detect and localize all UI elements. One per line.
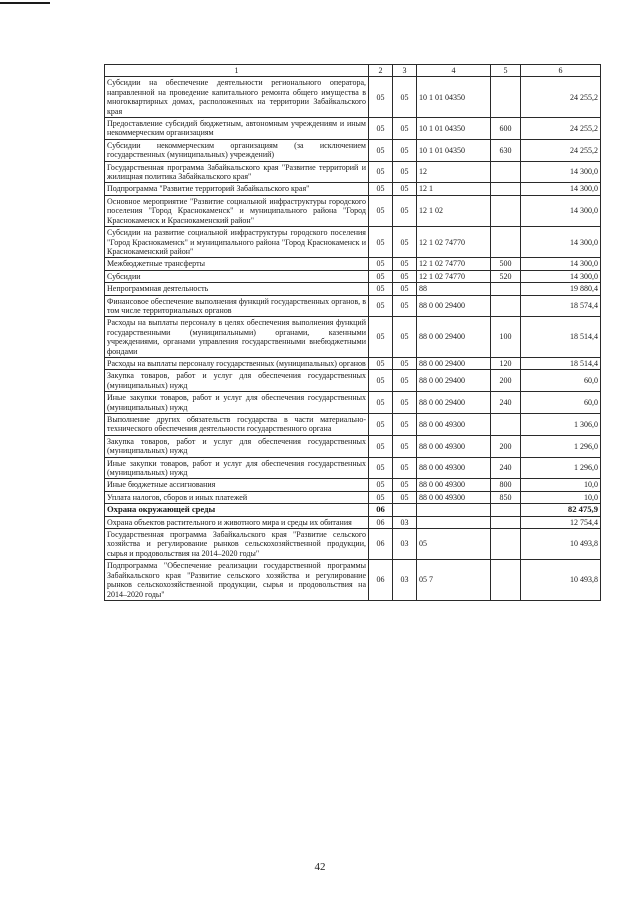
target-article-cell: 05 bbox=[417, 529, 491, 560]
section-code-cell: 06 bbox=[369, 516, 393, 528]
row-name-cell: Финансовое обеспечение выполнения функций государственных органов, в том числе территориальных органов bbox=[105, 295, 369, 317]
target-article-cell: 12 1 02 bbox=[417, 195, 491, 226]
amount-cell: 10 493,8 bbox=[521, 560, 601, 601]
target-article-cell: 10 1 01 04350 bbox=[417, 118, 491, 140]
section-code-cell: 05 bbox=[369, 183, 393, 195]
row-name-cell: Иные закупки товаров, работ и услуг для обеспечения государственных (муниципальных) нужд bbox=[105, 392, 369, 414]
expense-type-cell: 800 bbox=[491, 479, 521, 491]
subsection-code-cell: 05 bbox=[393, 357, 417, 369]
subsection-code-cell: 05 bbox=[393, 435, 417, 457]
target-article-cell: 88 0 00 49300 bbox=[417, 491, 491, 503]
expense-type-cell bbox=[491, 227, 521, 258]
target-article-cell: 12 bbox=[417, 161, 491, 183]
amount-cell: 18 514,4 bbox=[521, 357, 601, 369]
table-row bbox=[105, 227, 601, 258]
row-name-cell: Субсидии bbox=[105, 270, 369, 282]
target-article-cell: 12 1 02 74770 bbox=[417, 227, 491, 258]
amount-cell: 1 306,0 bbox=[521, 414, 601, 436]
section-code-cell: 05 bbox=[369, 227, 393, 258]
subsection-code-cell: 03 bbox=[393, 516, 417, 528]
target-article-cell: 88 0 00 29400 bbox=[417, 357, 491, 369]
subsection-code-cell: 05 bbox=[393, 283, 417, 295]
subsection-code-cell: 05 bbox=[393, 139, 417, 161]
row-name-cell: Непрограммная деятельность bbox=[105, 283, 369, 295]
section-code-cell: 05 bbox=[369, 317, 393, 358]
target-article-cell bbox=[417, 504, 491, 516]
target-article-cell: 88 0 00 29400 bbox=[417, 295, 491, 317]
target-article-cell: 88 0 00 49300 bbox=[417, 435, 491, 457]
expense-type-cell: 200 bbox=[491, 435, 521, 457]
subsection-code-cell: 05 bbox=[393, 270, 417, 282]
amount-cell: 14 300,0 bbox=[521, 161, 601, 183]
expense-type-cell bbox=[491, 161, 521, 183]
table-row bbox=[105, 357, 601, 369]
section-code-cell: 05 bbox=[369, 161, 393, 183]
amount-cell: 19 880,4 bbox=[521, 283, 601, 295]
expense-type-cell: 200 bbox=[491, 370, 521, 392]
row-name-cell: Субсидии на развитие социальной инфраструктуры городского поселения "Город Краснокаменск" и муниципального района "Город Краснокаменск и Краснокаменский район" bbox=[105, 227, 369, 258]
section-code-cell: 05 bbox=[369, 479, 393, 491]
table-row bbox=[105, 77, 601, 118]
table-row bbox=[105, 370, 601, 392]
expense-type-cell bbox=[491, 504, 521, 516]
row-name-cell: Субсидии на обеспечение деятельности регионального оператора, направленной на проведение капитального ремонта общего имущества в многоквартирных домах, расположенных на территории Забайкальского края bbox=[105, 77, 369, 118]
amount-cell: 14 300,0 bbox=[521, 258, 601, 270]
table-row bbox=[105, 529, 601, 560]
section-code-cell: 05 bbox=[369, 258, 393, 270]
subsection-code-cell: 05 bbox=[393, 195, 417, 226]
budget-table bbox=[104, 64, 601, 601]
section-code-cell: 05 bbox=[369, 392, 393, 414]
subsection-code-cell: 03 bbox=[393, 529, 417, 560]
table-row bbox=[105, 118, 601, 140]
table-row bbox=[105, 139, 601, 161]
amount-cell: 18 574,4 bbox=[521, 295, 601, 317]
section-code-cell: 05 bbox=[369, 457, 393, 479]
subsection-code-cell: 05 bbox=[393, 183, 417, 195]
table-row bbox=[105, 516, 601, 528]
amount-cell: 12 754,4 bbox=[521, 516, 601, 528]
row-name-cell: Охрана окружающей среды bbox=[105, 504, 369, 516]
expense-type-cell: 850 bbox=[491, 491, 521, 503]
target-article-cell: 05 7 bbox=[417, 560, 491, 601]
section-code-cell: 06 bbox=[369, 529, 393, 560]
amount-cell: 1 296,0 bbox=[521, 435, 601, 457]
subsection-code-cell: 05 bbox=[393, 295, 417, 317]
table-row bbox=[105, 295, 601, 317]
subsection-code-cell: 05 bbox=[393, 77, 417, 118]
section-code-cell: 05 bbox=[369, 195, 393, 226]
section-code-cell: 05 bbox=[369, 270, 393, 282]
subsection-code-cell: 05 bbox=[393, 161, 417, 183]
row-name-cell: Подпрограмма "Развитие территорий Забайкальского края" bbox=[105, 183, 369, 195]
expense-type-cell bbox=[491, 414, 521, 436]
target-article-cell: 10 1 01 04350 bbox=[417, 77, 491, 118]
expense-type-cell bbox=[491, 77, 521, 118]
amount-cell: 14 300,0 bbox=[521, 270, 601, 282]
table-body bbox=[105, 65, 601, 601]
row-name-cell: Основное мероприятие "Развитие социальной инфраструктуры городского поселения "Город Краснокаменск" и муниципального района "Город Краснокаменск и Краснокаменский район" bbox=[105, 195, 369, 226]
expense-type-cell: 630 bbox=[491, 139, 521, 161]
section-code-cell: 05 bbox=[369, 370, 393, 392]
row-name-cell: Выполнение других обязательств государства в части материально-технического обеспечения деятельности государственного органа bbox=[105, 414, 369, 436]
row-name-cell: Охрана объектов растительного и животного мира и среды их обитания bbox=[105, 516, 369, 528]
amount-cell: 24 255,2 bbox=[521, 139, 601, 161]
table-row bbox=[105, 161, 601, 183]
expense-type-cell: 600 bbox=[491, 118, 521, 140]
row-name-cell: Государственная программа Забайкальского края "Развитие сельского хозяйства и регулирование рынков сельскохозяйственной продукции, сырья и продовольствия на 2014–2020 годы" bbox=[105, 529, 369, 560]
table-row bbox=[105, 258, 601, 270]
subsection-code-cell: 05 bbox=[393, 317, 417, 358]
row-name-cell: Субсидии некоммерческим организациям (за исключением государственных (муниципальных) учреждений) bbox=[105, 139, 369, 161]
section-code-cell: 06 bbox=[369, 560, 393, 601]
amount-cell: 60,0 bbox=[521, 392, 601, 414]
subsection-code-cell bbox=[393, 504, 417, 516]
amount-cell: 18 514,4 bbox=[521, 317, 601, 358]
table-row bbox=[105, 183, 601, 195]
table-row bbox=[105, 491, 601, 503]
section-code-cell: 05 bbox=[369, 357, 393, 369]
row-name-cell: Закупка товаров, работ и услуг для обеспечения государственных (муниципальных) нужд bbox=[105, 370, 369, 392]
amount-cell: 24 255,2 bbox=[521, 118, 601, 140]
table-row bbox=[105, 435, 601, 457]
target-article-cell: 88 0 00 29400 bbox=[417, 392, 491, 414]
target-article-cell: 88 bbox=[417, 283, 491, 295]
target-article-cell: 88 0 00 29400 bbox=[417, 370, 491, 392]
table-row bbox=[105, 457, 601, 479]
header-cell: 4 bbox=[417, 65, 491, 77]
row-name-cell: Предоставление субсидий бюджетным, автономным учреждениям и иным некоммерческим организациям bbox=[105, 118, 369, 140]
target-article-cell: 12 1 02 74770 bbox=[417, 258, 491, 270]
amount-cell: 60,0 bbox=[521, 370, 601, 392]
expense-type-cell: 500 bbox=[491, 258, 521, 270]
amount-cell: 14 300,0 bbox=[521, 183, 601, 195]
row-name-cell: Расходы на выплаты персоналу в целях обеспечения выполнения функций государственными (муниципальными) органами, казенными учреждениями, органами управления государственными внебюджетными фондами bbox=[105, 317, 369, 358]
expense-type-cell: 120 bbox=[491, 357, 521, 369]
row-name-cell: Государственная программа Забайкальского края "Развитие территорий и жилищная политика Забайкальского края" bbox=[105, 161, 369, 183]
section-code-cell: 05 bbox=[369, 491, 393, 503]
expense-type-cell bbox=[491, 560, 521, 601]
table-row bbox=[105, 270, 601, 282]
amount-cell: 14 300,0 bbox=[521, 195, 601, 226]
expense-type-cell bbox=[491, 529, 521, 560]
section-code-cell: 05 bbox=[369, 118, 393, 140]
amount-cell: 10,0 bbox=[521, 491, 601, 503]
table-row bbox=[105, 414, 601, 436]
target-article-cell: 88 0 00 49300 bbox=[417, 479, 491, 491]
amount-cell: 10 493,8 bbox=[521, 529, 601, 560]
amount-cell: 82 475,9 bbox=[521, 504, 601, 516]
page-number: 42 bbox=[314, 861, 326, 873]
header-cell: 2 bbox=[369, 65, 393, 77]
table-row bbox=[105, 504, 601, 516]
subsection-code-cell: 05 bbox=[393, 479, 417, 491]
target-article-cell: 10 1 01 04350 bbox=[417, 139, 491, 161]
subsection-code-cell: 05 bbox=[393, 392, 417, 414]
row-name-cell: Иные бюджетные ассигнования bbox=[105, 479, 369, 491]
row-name-cell: Уплата налогов, сборов и иных платежей bbox=[105, 491, 369, 503]
target-article-cell bbox=[417, 516, 491, 528]
expense-type-cell: 100 bbox=[491, 317, 521, 358]
section-code-cell: 05 bbox=[369, 435, 393, 457]
section-code-cell: 05 bbox=[369, 139, 393, 161]
header-row bbox=[105, 65, 601, 77]
amount-cell: 14 300,0 bbox=[521, 227, 601, 258]
amount-cell: 24 255,2 bbox=[521, 77, 601, 118]
subsection-code-cell: 05 bbox=[393, 370, 417, 392]
row-name-cell: Расходы на выплаты персоналу государственных (муниципальных) органов bbox=[105, 357, 369, 369]
subsection-code-cell: 05 bbox=[393, 457, 417, 479]
table-row bbox=[105, 195, 601, 226]
section-code-cell: 05 bbox=[369, 414, 393, 436]
table-row bbox=[105, 392, 601, 414]
target-article-cell: 88 0 00 49300 bbox=[417, 457, 491, 479]
row-name-cell: Подпрограмма "Обеспечение реализации государственной программы Забайкальского края "Развитие сельского хозяйства и регулирование рынков сельскохозяйственной продукции, сырья и продовольствия на 2014–2020 годы" bbox=[105, 560, 369, 601]
subsection-code-cell: 03 bbox=[393, 560, 417, 601]
table-row bbox=[105, 317, 601, 358]
expense-type-cell: 520 bbox=[491, 270, 521, 282]
subsection-code-cell: 05 bbox=[393, 258, 417, 270]
amount-cell: 10,0 bbox=[521, 479, 601, 491]
table-row bbox=[105, 560, 601, 601]
table-row bbox=[105, 283, 601, 295]
target-article-cell: 12 1 02 74770 bbox=[417, 270, 491, 282]
section-code-cell: 05 bbox=[369, 283, 393, 295]
row-name-cell: Иные закупки товаров, работ и услуг для обеспечения государственных (муниципальных) нужд bbox=[105, 457, 369, 479]
header-cell: 5 bbox=[491, 65, 521, 77]
expense-type-cell: 240 bbox=[491, 457, 521, 479]
top-rule bbox=[0, 2, 50, 4]
table-row bbox=[105, 479, 601, 491]
section-code-cell: 05 bbox=[369, 77, 393, 118]
section-code-cell: 05 bbox=[369, 295, 393, 317]
subsection-code-cell: 05 bbox=[393, 227, 417, 258]
header-cell: 3 bbox=[393, 65, 417, 77]
expense-type-cell bbox=[491, 295, 521, 317]
expense-type-cell: 240 bbox=[491, 392, 521, 414]
expense-type-cell bbox=[491, 516, 521, 528]
expense-type-cell bbox=[491, 183, 521, 195]
header-cell: 6 bbox=[521, 65, 601, 77]
subsection-code-cell: 05 bbox=[393, 118, 417, 140]
row-name-cell: Закупка товаров, работ и услуг для обеспечения государственных (муниципальных) нужд bbox=[105, 435, 369, 457]
section-code-cell: 06 bbox=[369, 504, 393, 516]
expense-type-cell bbox=[491, 195, 521, 226]
target-article-cell: 88 0 00 49300 bbox=[417, 414, 491, 436]
target-article-cell: 12 1 bbox=[417, 183, 491, 195]
subsection-code-cell: 05 bbox=[393, 414, 417, 436]
header-cell: 1 bbox=[105, 65, 369, 77]
expense-type-cell bbox=[491, 283, 521, 295]
row-name-cell: Межбюджетные трансферты bbox=[105, 258, 369, 270]
amount-cell: 1 296,0 bbox=[521, 457, 601, 479]
target-article-cell: 88 0 00 29400 bbox=[417, 317, 491, 358]
subsection-code-cell: 05 bbox=[393, 491, 417, 503]
